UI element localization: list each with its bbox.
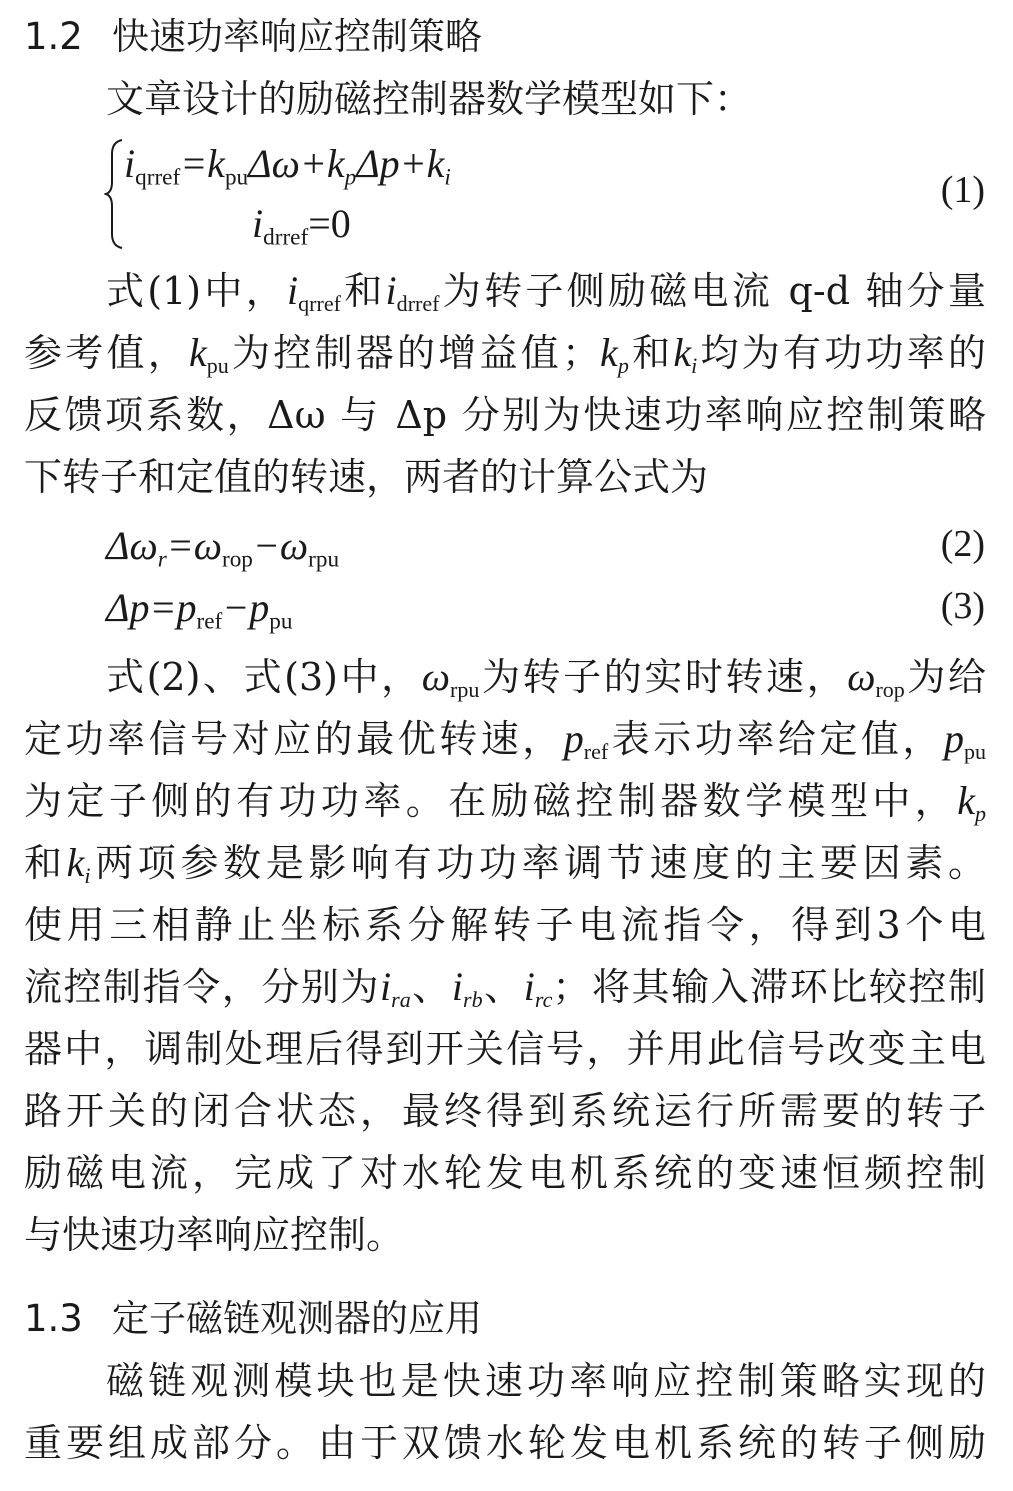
section-number: 1.2: [24, 15, 83, 58]
para2-line-10: 与快速功率响应控制。: [24, 1213, 405, 1257]
section-number: 1.3: [24, 1297, 83, 1340]
equation-2: $\Delta\omega_r=\omega_{rop}-\omega_{rpu}$: [106, 523, 340, 573]
equation-1-line-2: $i_{drref}=0$: [252, 201, 351, 251]
para1-line-4: 下转子和定值的转速，两者的计算公式为: [24, 455, 709, 499]
para2-line-8: 路开关的闭合状态，最终得到系统运行所需要的转子: [24, 1089, 986, 1133]
section-heading-1-3: [24, 1290, 986, 1348]
para2-line-4: 和$k_i$两项参数是影响有功功率调节速度的主要因素。: [24, 840, 986, 889]
para1-line-3: 反馈项系数，Δω 与 Δp 分别为快速功率响应控制策略: [24, 393, 986, 437]
para1-line-1: 式(1)中，$i_{qrref}$和$i_{drref}$为转子侧励磁电流 q-d 轴分量: [106, 268, 986, 317]
section-title: 定子磁链观测器的应用: [112, 1297, 482, 1340]
equation-3: $\Delta p=p_{ref}-p_{pu}$: [106, 585, 293, 635]
intro-line: 文章设计的励磁控制器数学模型如下：: [106, 77, 753, 121]
para2-line-9: 励磁电流，完成了对水轮发电机系统的变速恒频控制: [24, 1151, 986, 1195]
para1-line-2: 参考值，$k_{pu}$为控制器的增益值；$k_p$和$k_i$均为有功功率的: [24, 330, 986, 379]
equation-number-2: (2): [940, 523, 985, 565]
para2-line-6: 流控制指令，分别为$i_{ra}$、$i_{rb}$、$i_{rc}$；将其输入滞环比较控制: [24, 964, 986, 1013]
para2-line-5: 使用三相静止坐标系分解转子电流指令，得到3个电: [24, 903, 986, 947]
equation-number-1: (1): [940, 169, 985, 211]
para3-line-1: 磁链观测模块也是快速功率响应控制策略实现的: [106, 1359, 986, 1403]
para3-line-2: 重要组成部分。由于双馈水轮发电机系统的转子侧励: [24, 1421, 986, 1465]
left-brace-icon: [104, 138, 126, 250]
para2-line-2: 定功率信号对应的最优转速，$p_{ref}$表示功率给定值，$p_{pu}$: [24, 716, 986, 765]
section-heading-1-2: [24, 8, 986, 66]
equation-number-3: (3): [940, 585, 985, 627]
para2-line-7: 器中，调制处理后得到开关信号，并用此信号改变主电: [24, 1027, 986, 1071]
equation-1-line-1: $i_{qrref}=k_{pu}\Delta\omega+k_p\Delta p+k_i$: [124, 141, 451, 191]
section-title: 快速功率响应控制策略: [112, 15, 482, 58]
para2-line-3: 为定子侧的有功功率。在励磁控制器数学模型中，$k_p$: [24, 778, 986, 827]
para2-line-1: 式(2)、式(3)中，$\omega_{rpu}$为转子的实时转速，$\omega_{rop}$为给: [106, 654, 986, 703]
